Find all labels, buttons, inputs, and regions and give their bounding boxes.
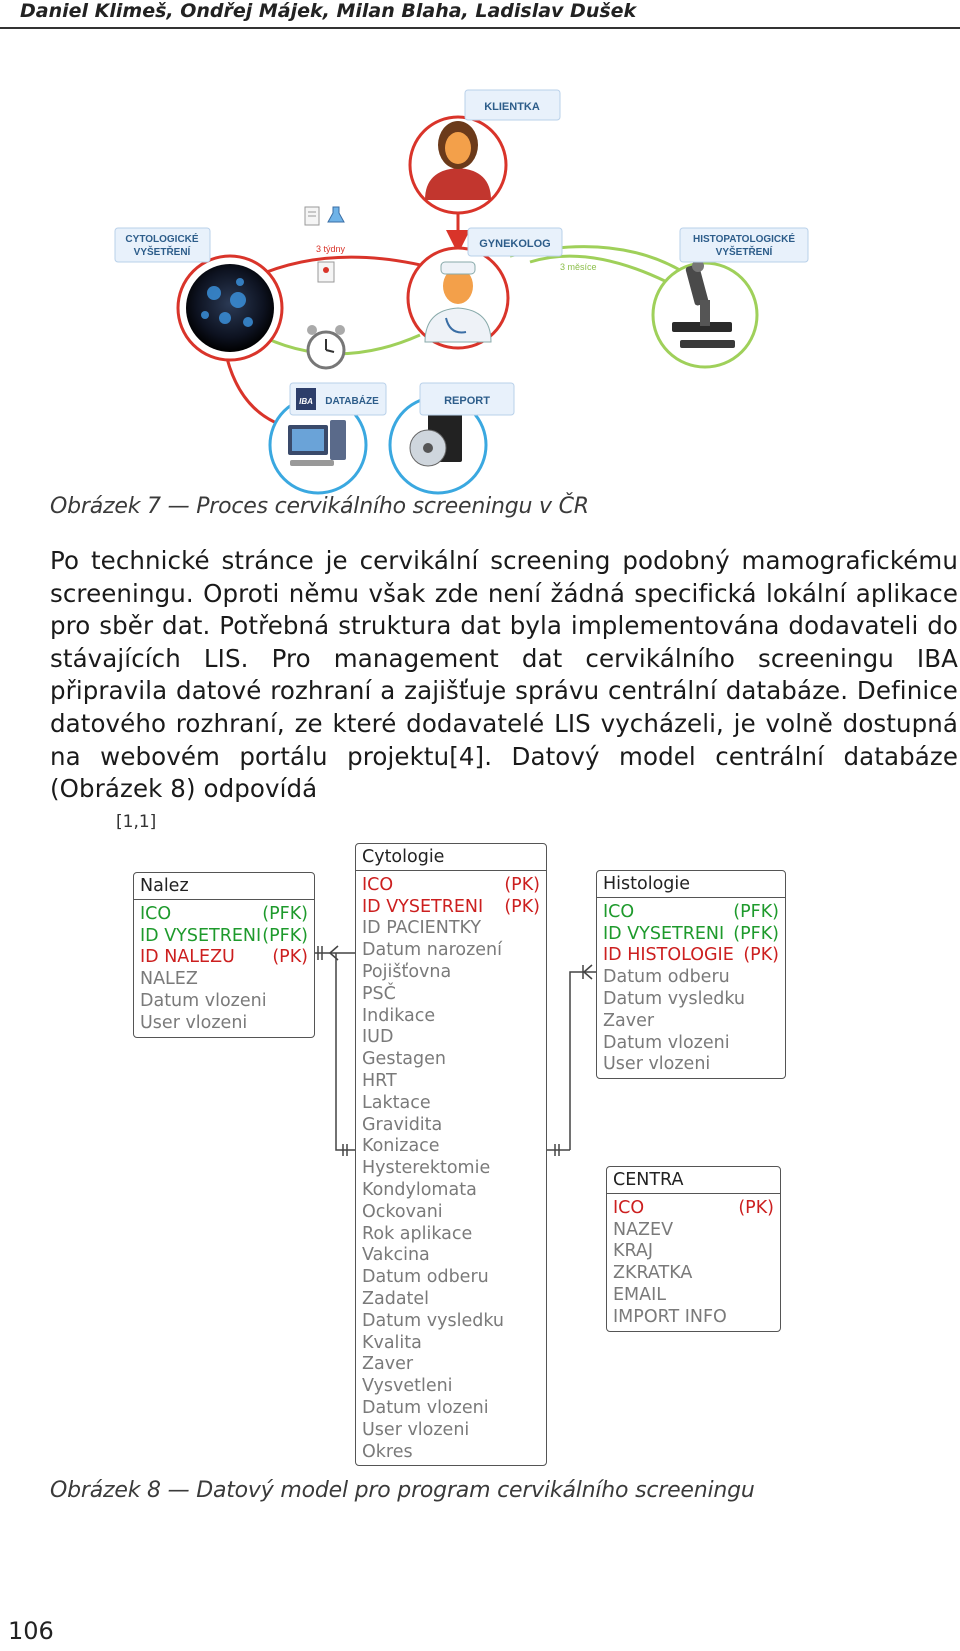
er-field-name: KRAJ — [613, 1241, 654, 1262]
er-table-title: Cytologie — [356, 844, 546, 871]
er-field-row — [140, 904, 308, 926]
er-field-row — [603, 924, 779, 946]
er-field-name: Datum odberu — [362, 1267, 489, 1288]
er-field-row — [613, 1263, 774, 1285]
label-histo-text2: VYŠETŘENÍ — [715, 247, 773, 258]
er-field-row — [140, 991, 308, 1013]
er-field-row — [613, 1220, 774, 1242]
er-field-key: (PFK) — [733, 923, 779, 944]
er-field-row — [362, 1136, 540, 1158]
er-field-row — [362, 1311, 540, 1333]
er-field-name: Datum odberu — [603, 967, 730, 988]
er-field-key: (PK) — [272, 947, 308, 968]
figure-7-caption: Obrázek 7 — Proces cervikálního screeningu v ČR — [50, 494, 589, 519]
er-field-row — [362, 875, 540, 897]
er-field-name: Okres — [362, 1441, 413, 1462]
er-field-row — [362, 1049, 540, 1071]
er-field-row — [362, 1354, 540, 1376]
figure-8-caption: Obrázek 8 — Datový model pro program cervikálního screeningu — [50, 1478, 755, 1503]
er-field-name: NAZEV — [613, 1219, 674, 1240]
er-field-row — [362, 1006, 540, 1028]
label-databaze-text: DATABÁZE — [325, 396, 379, 407]
page-number: 106 — [8, 1617, 54, 1645]
er-field-name: Datum vlozeni — [140, 990, 267, 1011]
er-table-title: Histologie — [597, 871, 785, 898]
er-field-name: User vlozeni — [140, 1012, 248, 1033]
er-field-row — [362, 1333, 540, 1355]
er-field-row — [362, 984, 540, 1006]
er-field-row — [140, 947, 308, 969]
er-field-name: Datum vysledku — [603, 988, 746, 1009]
label-3-tydny: 3 týdny — [316, 244, 346, 254]
er-field-row — [613, 1285, 774, 1307]
er-field-name: ID VYSETRENI — [362, 896, 484, 917]
er-field-name: EMAIL — [613, 1284, 667, 1305]
er-field-name: ID NALEZU — [140, 947, 235, 968]
er-field-row — [362, 940, 540, 962]
er-field-name: ZKRATKA — [613, 1263, 693, 1284]
er-table-title: CENTRA — [607, 1167, 780, 1194]
label-3-mesice: 3 měsíce — [560, 262, 597, 272]
er-field-name: Zaver — [603, 1010, 655, 1031]
er-field-row — [362, 1093, 540, 1115]
running-header-authors: Daniel Klimeš, Ondřej Májek, Milan Blaha, Ladislav Dušek — [20, 0, 637, 22]
er-field-row — [362, 1224, 540, 1246]
er-field-name: Datum vlozeni — [603, 1032, 730, 1053]
er-field-key: (PK) — [743, 945, 779, 966]
er-table-nalez — [133, 872, 315, 1038]
er-field-row — [362, 1027, 540, 1049]
er-field-name: Laktace — [362, 1092, 431, 1113]
er-field-row — [362, 1158, 540, 1180]
er-field-row — [603, 989, 779, 1011]
er-field-row — [603, 1033, 779, 1055]
er-field-row — [362, 1442, 540, 1464]
er-field-row — [613, 1198, 774, 1220]
er-field-name: ID VYSETRENI — [603, 923, 725, 944]
er-field-name: PSČ — [362, 983, 396, 1004]
er-field-name: Kvalita — [362, 1332, 422, 1353]
body-paragraph: Po technické stránce je cervikální screening podobný mamografickému screeningu. Oproti němu však zde není žádná specifická lokální aplikace pro sběr dat. Potřebná struktura dat byla implementována dodavateli do stávajících LIS. Pro management dat cervikálního screeningu IBA připravila datové rozhraní a zajišťuje správu centrální databáze. Definice datového rozhraní, ze které dodavatelé LIS vycházeli, je volně dostupná na webovém portálu projektu[4]. Datový model centrální databáze (Obrázek 8) odpovídá — [50, 546, 958, 804]
er-field-row — [603, 945, 779, 967]
er-field-name: User vlozeni — [603, 1054, 711, 1075]
er-field-row — [362, 962, 540, 984]
label-klientka-text: KLIENTKA — [484, 101, 540, 113]
er-field-row — [613, 1241, 774, 1263]
er-field-name: Indikace — [362, 1005, 436, 1026]
er-field-name: Datum vysledku — [362, 1310, 505, 1331]
er-field-key: (PK) — [504, 874, 540, 895]
er-field-name: Gestagen — [362, 1049, 446, 1070]
er-field-key: (PK) — [738, 1197, 774, 1218]
er-table-centra — [606, 1166, 781, 1332]
er-field-row — [362, 1398, 540, 1420]
er-field-name: Kondylomata — [362, 1179, 477, 1200]
er-field-name: IUD — [362, 1027, 394, 1048]
er-field-name: Datum vlozeni — [362, 1397, 489, 1418]
er-field-key: (PFK) — [262, 903, 308, 924]
er-field-row — [362, 897, 540, 919]
er-field-key: (PFK) — [262, 925, 308, 946]
er-field-name: Ockovani — [362, 1201, 443, 1222]
er-table-title: Nalez — [134, 873, 314, 900]
er-field-name: Pojišťovna — [362, 961, 452, 982]
er-field-name: ICO — [140, 903, 172, 924]
er-table-cytologie — [355, 843, 547, 1466]
er-field-row — [362, 1202, 540, 1224]
er-field-row — [362, 1289, 540, 1311]
er-field-name: HRT — [362, 1070, 397, 1091]
er-field-name: ID PACIENTKY — [362, 918, 482, 939]
label-histo-text1: HISTOPATOLOGICKÉ — [692, 234, 796, 245]
label-report-text: REPORT — [444, 395, 490, 407]
er-field-row — [603, 1054, 779, 1076]
er-field-row — [362, 1267, 540, 1289]
er-field-row — [140, 1013, 308, 1035]
er-field-name: User vlozeni — [362, 1419, 470, 1440]
er-field-row — [362, 1180, 540, 1202]
er-field-name: Vakcina — [362, 1245, 430, 1266]
er-field-name: ICO — [603, 901, 635, 922]
er-field-name: ICO — [362, 874, 394, 895]
er-field-row — [140, 969, 308, 991]
er-field-key: (PFK) — [733, 901, 779, 922]
er-field-row — [362, 1071, 540, 1093]
cardinality-label: [1,1] — [116, 812, 157, 832]
er-field-row — [603, 967, 779, 989]
er-field-row — [613, 1307, 774, 1329]
er-field-name: NALEZ — [140, 969, 198, 990]
er-table-histologie — [596, 870, 786, 1079]
er-field-name: ID HISTOLOGIE — [603, 945, 734, 966]
er-field-name: Gravidita — [362, 1114, 443, 1135]
er-field-row — [362, 1115, 540, 1137]
er-field-name: Datum narození — [362, 940, 502, 961]
er-field-name: ICO — [613, 1197, 645, 1218]
er-field-key: (PK) — [504, 896, 540, 917]
er-field-row — [140, 926, 308, 948]
er-field-name: IMPORT INFO — [613, 1306, 727, 1327]
label-gynekolog-text: GYNEKOLOG — [479, 238, 551, 250]
er-field-row — [362, 1245, 540, 1267]
er-field-row — [362, 1420, 540, 1442]
er-field-name: Hysterektomie — [362, 1158, 491, 1179]
er-field-name: Vysvetleni — [362, 1376, 453, 1397]
er-field-name: Zadatel — [362, 1288, 430, 1309]
er-field-name: Konizace — [362, 1136, 440, 1157]
iba-logo-text: IBA — [299, 397, 313, 406]
er-field-name: Rok aplikace — [362, 1223, 473, 1244]
label-cytologie-text2: VYŠETŘENÍ — [133, 247, 191, 258]
er-field-row — [362, 1376, 540, 1398]
er-field-row — [362, 918, 540, 940]
er-field-name: ID VYSETRENI — [140, 925, 262, 946]
er-field-row — [603, 902, 779, 924]
er-field-row — [603, 1011, 779, 1033]
label-cytologie-text1: CYTOLOGICKÉ — [125, 234, 199, 245]
er-field-name: Zaver — [362, 1354, 414, 1375]
